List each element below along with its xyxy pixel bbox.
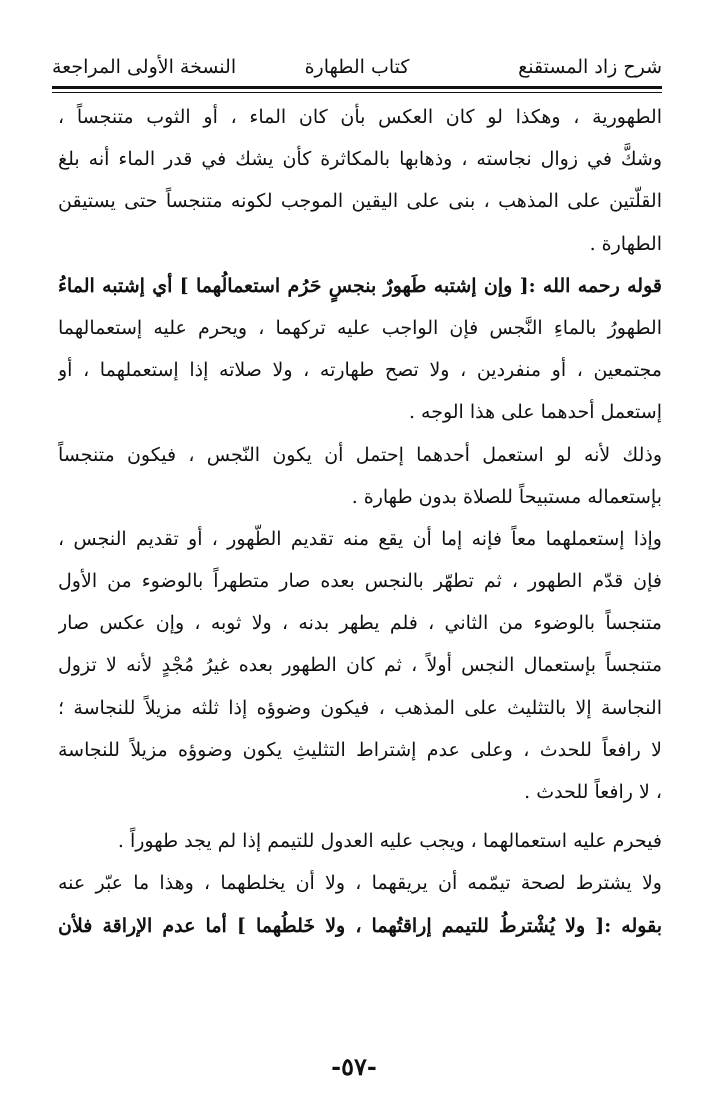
text-line: الطهارة . — [589, 232, 662, 255]
text-line: فإن قدّم الطهور ، ثم تطهّر بالنجس بعده صار متطهراً بالوضوء من الأول — [58, 570, 662, 593]
text-line: وإذا إستعملهما معاً فإنه إما أن يقع منه تقديم الطّهور ، أو تقديم النجس ، — [58, 527, 662, 550]
text-line: لا رافعاً للحدث ، وعلى عدم إشتراط التثليثِ يكون وضوؤه مزيلاً للنجاسة — [58, 738, 662, 761]
text-line: متنجساً بإستعمال النجس أولاً ، ثم كان الطهور بعده غيرُ مُجْدٍ لأنه لا تزول — [58, 654, 662, 677]
text-line: فيحرم عليه استعمالهما ، ويجب عليه العدول للتيمم إذا لم يجد طهوراً . — [117, 830, 662, 853]
header-book-title: شرح زاد المستقنع — [518, 56, 662, 78]
header-chapter-title: كتاب الطهارة — [304, 56, 410, 78]
running-header — [52, 52, 662, 84]
text-line: وذلك لأنه لو استعمل أحدهما إحتمل أن يكون النّجس ، فيكون متنجساً — [58, 443, 662, 466]
text-line: وشكَّ في زوال نجاسته ، وذهابها بالمكاثرة كأن يشك في قدر الماء أنه بلغ — [58, 148, 662, 171]
header-edition-note: النسخة الأولى المراجعة — [52, 56, 237, 78]
text-line-quote: بقوله :[ ولا يُشْترطُ للتيمم إراقتُهما ، ولا خَلطُهما ] أما عدم الإراقة فلأن — [58, 914, 662, 937]
page-number: -٥٧- — [331, 1052, 377, 1081]
text-line: القلّتين على المذهب ، بنى على اليقين الموجب لكونه متنجساً حتى يستيقن — [58, 190, 662, 213]
text-line: إستعمل أحدهما على هذا الوجه . — [408, 401, 662, 424]
body-text — [58, 96, 662, 947]
header-rule-thin — [52, 92, 662, 93]
text-line: الطهورية ، وهكذا لو كان العكس بأن كان الماء ، أو الثوب متنجساً ، — [58, 106, 662, 128]
text-line: النجاسة إلا بالتثليث على المذهب ، فيكون وضوؤه إذا ثلثه مزيلاً للنجاسة ؛ — [58, 696, 662, 719]
text-line: الطهورُ بالماءِ النَّجس فإن الواجب عليه تركهما ، ويحرم عليه إستعمالهما — [58, 316, 662, 339]
text-line: متنجساً بالوضوء من الثاني ، فلم يطهر بدنه ، ولا ثوبه ، وإن عكس صار — [58, 612, 662, 635]
text-line: ولا يشترط لصحة تيمّمه أن يريقهما ، ولا أن يخلطهما ، وهذا ما عبّر عنه — [58, 872, 662, 895]
header-rule-thick — [52, 86, 662, 89]
text-line-quote: قوله رحمه الله :[ وإن إشتبه طَهورٌ بنجسٍ حَرُم استعمالُهما ] أي إشتبه الماءُ — [58, 274, 662, 297]
text-line: مجتمعين ، أو منفردين ، ولا تصح طهارته ، ولا صلاته إذا إستعملهما ، أو — [58, 359, 662, 382]
text-line: ، لا رافعاً للحدث . — [524, 781, 662, 803]
text-line: بإستعماله مستبيحاً للصلاة بدون طهارة . — [351, 485, 662, 508]
